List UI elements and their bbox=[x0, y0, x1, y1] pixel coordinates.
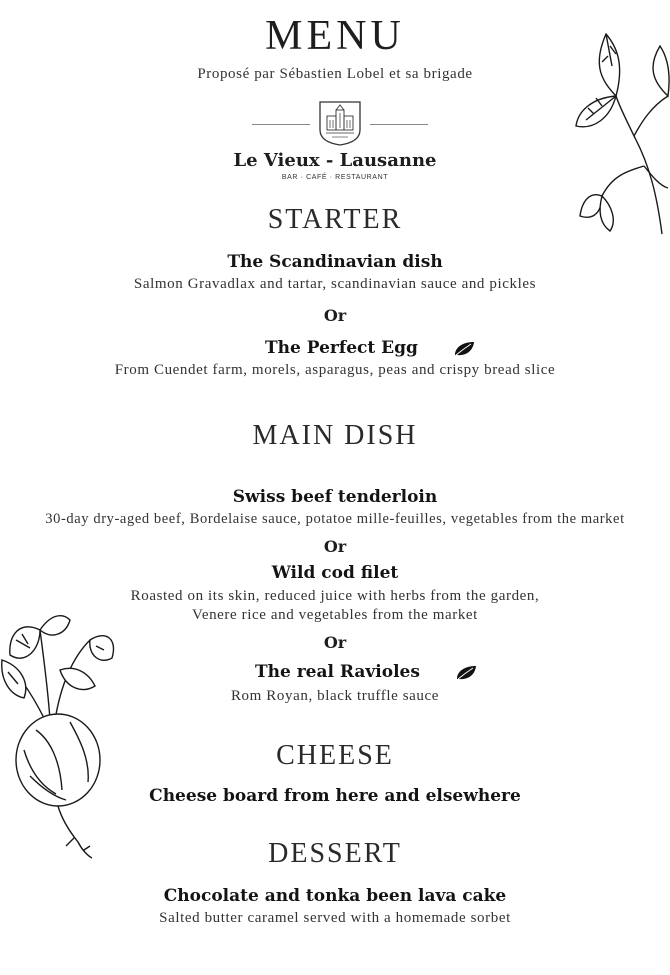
leaf-icon bbox=[455, 665, 477, 681]
dish-name: Chocolate and tonka been lava cake bbox=[163, 886, 507, 906]
dish-name: Cheese board from here and elsewhere bbox=[149, 786, 521, 806]
logo-tagline: BAR · CAFÉ · RESTAURANT bbox=[281, 174, 389, 181]
dish-description: Venere rice and vegetables from the market bbox=[192, 607, 478, 623]
menu-subtitle: Proposé par Sébastien Lobel et sa brigade bbox=[197, 66, 473, 82]
cathedral-emblem-icon bbox=[318, 98, 362, 146]
dish-name: Swiss beef tenderloin bbox=[232, 487, 438, 507]
logo-divider-left bbox=[252, 124, 310, 125]
dish-description: Roasted on its skin, reduced juice with herbs from the garden, bbox=[130, 588, 540, 604]
dish-name: Wild cod filet bbox=[271, 563, 399, 583]
or-separator: Or bbox=[323, 537, 347, 556]
dish-description: Rom Royan, black truffle sauce bbox=[230, 688, 440, 704]
dish-description: 30-day dry-aged beef, Bordelaise sauce, potatoe mille-feuilles, vegetables from the market bbox=[45, 511, 625, 527]
dish-description: From Cuendet farm, morels, asparagus, peas and crispy bread slice bbox=[114, 362, 556, 378]
dish-name: The real Ravioles bbox=[254, 662, 420, 682]
or-separator: Or bbox=[323, 306, 347, 325]
leaf-icon bbox=[453, 341, 475, 357]
logo-divider-right bbox=[370, 124, 428, 125]
menu-title: MENU bbox=[265, 13, 405, 59]
section-title-dessert: DESSERT bbox=[268, 838, 402, 869]
dish-name: The Perfect Egg bbox=[265, 338, 418, 358]
or-separator: Or bbox=[323, 633, 347, 652]
dish-description: Salmon Gravadlax and tartar, scandinavian sauce and pickles bbox=[133, 276, 537, 292]
section-title-cheese: CHEESE bbox=[276, 740, 394, 771]
section-title-starter: STARTER bbox=[267, 204, 403, 235]
dish-name: The Scandinavian dish bbox=[227, 252, 443, 272]
section-title-main-dish: MAIN DISH bbox=[252, 420, 418, 451]
dish-description: Salted butter caramel served with a homemade sorbet bbox=[159, 910, 511, 926]
logo-name: Le Vieux - Lausanne bbox=[233, 150, 437, 171]
